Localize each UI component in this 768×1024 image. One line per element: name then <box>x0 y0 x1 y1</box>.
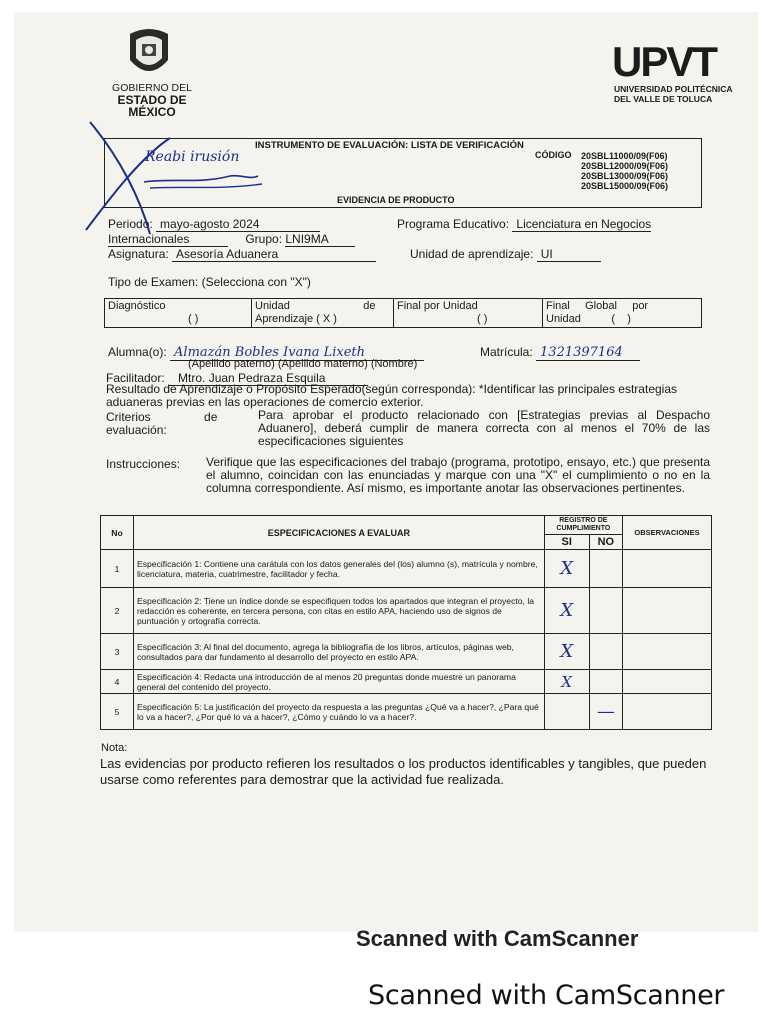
camscanner-watermark: Scanned with CamScanner <box>368 980 725 1011</box>
criterios-text: Para aprobar el producto relacionado con [Estrategias previas al Despacho Aduanero], deberá cumplir de manera correcta con al menos el 70% de las especificaciones siguientes <box>258 408 710 448</box>
col-registro-header: REGISTRO DE CUMPLIMIENTO <box>544 516 622 535</box>
exam-mark: Unidad ( ) <box>546 313 631 325</box>
handwritten-note: Reabi irusión <box>145 149 240 165</box>
university-logo: UPVT <box>612 38 717 85</box>
exam-label: Diagnóstico <box>108 300 166 312</box>
row-no: 5 <box>101 694 134 730</box>
row-spec: Especificación 3: Al final del documento, agrega la bibliografía de los libros, artículos, páginas web, consultados para dar fundamento al desarrollo del proyecto en estilo APA. <box>134 634 545 670</box>
programa-value: Licenciatura en Negocios <box>512 217 651 232</box>
table-row <box>101 634 712 670</box>
programa-value-cont: Internacionales <box>108 232 228 247</box>
code-3: 20SBL13000/09(F06) <box>581 171 669 181</box>
exam-final-unidad <box>394 299 543 328</box>
col-obs-header: OBSERVACIONES <box>623 516 712 550</box>
row-si: X <box>544 588 589 634</box>
periodo-label: Periodo: <box>108 217 153 231</box>
periodo-value: mayo-agosto 2024 <box>156 217 320 232</box>
exam-type-table <box>104 298 702 328</box>
criterios-label: Criterios de <box>106 410 218 424</box>
row-obs <box>623 670 712 694</box>
alumno-value: Almazán Bobles Ivana Lixeth <box>170 345 424 361</box>
row-obs <box>623 550 712 588</box>
facilitador-label: Facilitador: <box>106 371 165 385</box>
criterios-label-2: evaluación: <box>106 423 167 437</box>
row-obs <box>623 694 712 730</box>
row-obs <box>623 588 712 634</box>
resultado-text: Resultado de Aprendizaje o Propósito Esperado(según corresponda): *Identificar las principales estrategias aduaneras previas en las operaciones de comercio exterior. <box>106 382 678 409</box>
row-no-mark <box>589 634 622 670</box>
exam-unidad <box>252 299 394 328</box>
asignatura-label: Asignatura: <box>108 247 169 261</box>
code-2: 20SBL12000/09(F06) <box>581 161 669 171</box>
name-hint: (Apellido paterno) (Apellido materno) (Nombre) <box>188 358 418 370</box>
col-si-header: SI <box>544 535 589 550</box>
instrument-subtitle: EVIDENCIA DE PRODUCTO <box>337 195 455 205</box>
exam-final-global <box>543 299 702 328</box>
tipo-examen-label: Tipo de Examen: (Selecciona con "X") <box>108 275 311 289</box>
nota-label: Nota: <box>101 742 128 754</box>
row-no-mark <box>589 550 622 588</box>
exam-diagnostico <box>105 299 252 328</box>
row-spec: Especificación 2: Tiene un índice donde se especifiquen todos los apartados que integran el proyecto, la redacción es coherente, en tercera persona, con citas en estilo APA, haciendo uso de signos de puntuación y ortografía correcta. <box>134 588 545 634</box>
grupo-label: Grupo: <box>245 232 283 246</box>
gov-name-line1: GOBIERNO DEL <box>112 82 192 94</box>
gov-name-line2: ESTADO DE MÉXICO <box>117 93 187 119</box>
matricula-value: 1321397164 <box>536 345 640 361</box>
row-si: X <box>544 670 589 694</box>
alumno-label: Alumna(o): <box>108 345 167 359</box>
exam-label: Unidad de <box>255 300 376 312</box>
table-row <box>101 694 712 730</box>
exam-mark: ( ) <box>477 313 488 325</box>
codigo-label: CÓDIGO <box>535 150 572 160</box>
row-spec: Especificación 4: Redacta una introducción de al menos 20 preguntas donde muestre un panorama general del contenido del proyecto. <box>134 670 545 694</box>
government-seal-icon <box>124 24 174 80</box>
row-spec: Especificación 5: La justificación del proyecto da respuesta a las preguntas ¿Qué va a hacer?, ¿Para qué lo va a hacer?, ¿Por qué lo va a hacer?, ¿Cómo y cuándo lo va a hacer?. <box>134 694 545 730</box>
nota-text: Las evidencias por producto refieren los resultados o los productos identificables y tangibles, que pueden usarse como referentes para demostrar que la actividad fue realizada. <box>100 756 707 787</box>
row-no: 4 <box>101 670 134 694</box>
univ-name-line2: DEL VALLE DE TOLUCA <box>614 94 713 104</box>
row-obs <box>623 634 712 670</box>
col-spec-header: ESPECIFICACIONES A EVALUAR <box>134 516 545 550</box>
grupo-value: LNI9MA <box>285 232 355 247</box>
exam-mark: ( ) <box>188 313 199 325</box>
asignatura-value: Asesoría Aduanera <box>172 247 376 262</box>
col-no2-header: NO <box>589 535 622 550</box>
exam-mark: Aprendizaje ( X ) <box>255 313 337 325</box>
row-no: 2 <box>101 588 134 634</box>
col-no-header: No <box>101 516 134 550</box>
code-4: 20SBL15000/09(F06) <box>581 181 669 191</box>
codes-list <box>581 151 668 191</box>
unidad-value: UI <box>537 247 601 262</box>
facilitador-value: Mtro. Juan Pedraza Esquila <box>168 371 368 386</box>
matricula-label: Matrícula: <box>480 345 533 359</box>
row-no-mark <box>589 588 622 634</box>
cut-watermark-text: Scanned with CamScanner <box>356 926 639 951</box>
row-si: X <box>544 634 589 670</box>
table-row <box>101 670 712 694</box>
table-row <box>101 550 712 588</box>
row-si <box>544 694 589 730</box>
univ-name-line1: UNIVERSIDAD POLITÉCNICA <box>614 84 733 94</box>
instrucciones-text: Verifique que las especificaciones del trabajo (programa, prototipo, ensayo, etc.) que presenta el alumno, coincidan con las enunciadas y marque con una "X" el cumplimiento o no en la columna correspondiente. Así mismo, es importante anotar las observaciones pertinentes. <box>206 455 710 495</box>
instrucciones-label: Instrucciones: <box>106 457 181 471</box>
row-no-mark <box>589 670 622 694</box>
specifications-table <box>100 515 712 730</box>
programa-label: Programa Educativo: <box>397 217 510 231</box>
exam-label: Final Global por <box>546 300 649 312</box>
unidad-label: Unidad de aprendizaje: <box>410 247 534 261</box>
row-no: 3 <box>101 634 134 670</box>
code-1: 20SBL11000/09(F06) <box>581 151 668 161</box>
instrument-title: INSTRUMENTO DE EVALUACIÓN: LISTA DE VERIFICACIÓN <box>255 140 524 151</box>
row-no-mark: — <box>589 694 622 730</box>
row-no: 1 <box>101 550 134 588</box>
table-row <box>101 588 712 634</box>
exam-label: Final por Unidad <box>397 300 478 312</box>
row-si: X <box>544 550 589 588</box>
row-spec: Especificación 1: Contiene una carátula con los datos generales del (los) alumno (s), matrícula y nombre, licenciatura, materia, cuatrimestre, facilitador y fecha. <box>134 550 545 588</box>
